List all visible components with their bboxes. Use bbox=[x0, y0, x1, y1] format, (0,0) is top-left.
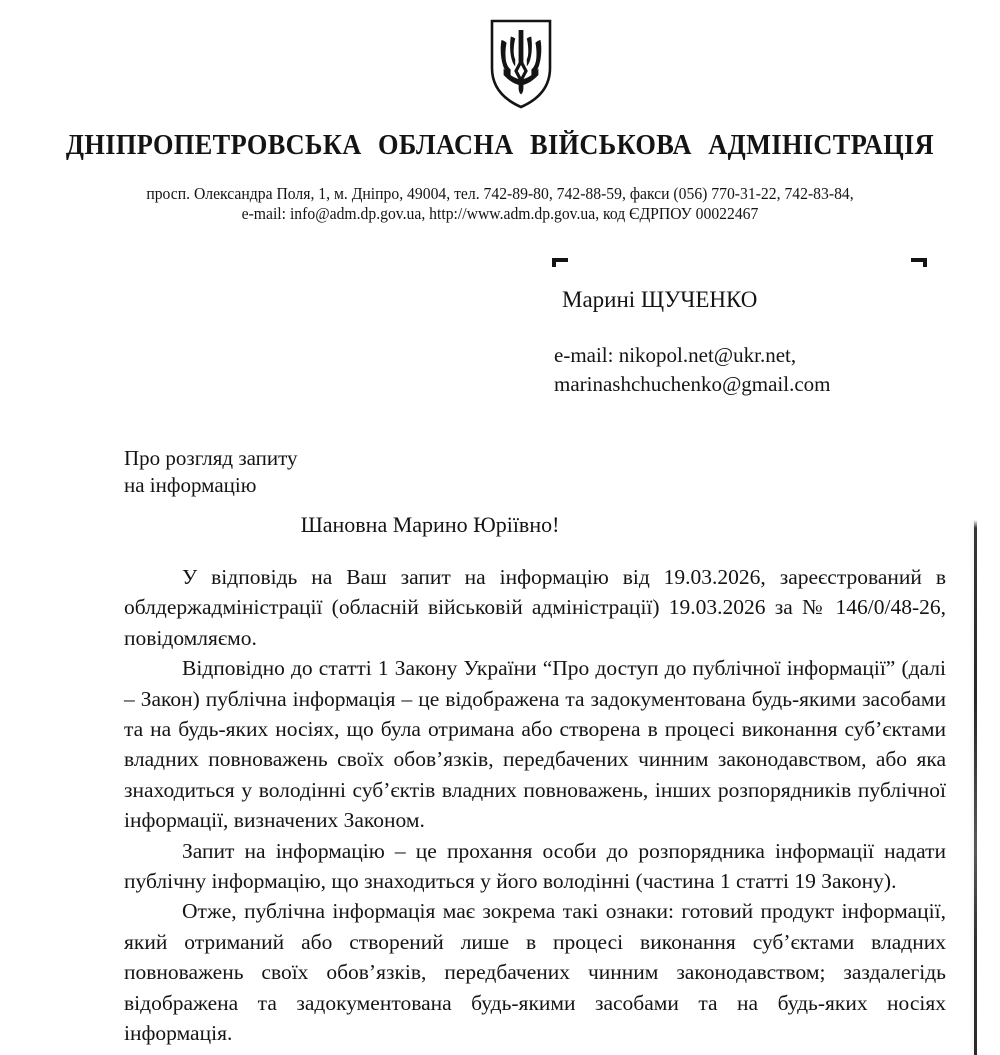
body-paragraph: Відповідно до статті 1 Закону України “Про доступ до публічної інформації” (далі – Закон) публічна інформація – це відображена та задокументована будь-якими засобами та на будь-яких носіях, що була отримана або створена в процесі виконання суб’єктами владних повноважень своїх обов’язків, передбачених чинним законодавством, або яка знаходиться у володінні суб’єктів владних повноважень, інших розпорядників публічної інформації, визначених Законом. bbox=[124, 656, 946, 833]
addressee-emails bbox=[554, 341, 831, 399]
organization-title: ДНІПРОПЕТРОВСЬКА ОБЛАСНА ВІЙСЬКОВА АДМІНІСТРАЦІЯ bbox=[65, 130, 935, 161]
organization-contacts bbox=[25, 184, 975, 224]
scan-edge-artifact bbox=[974, 520, 977, 1055]
subject-line-2: на інформацію bbox=[124, 473, 257, 497]
body-paragraph: У відповідь на Ваш запит на інформацію від 19.03.2026, зареєстрований в облдержадміністрації (обласній військовій адміністрації) 19.03.2026 за № 146/0/48-26, повідомляємо. bbox=[124, 565, 946, 650]
addressee-email-primary: e-mail: nikopol.net@ukr.net, bbox=[554, 343, 797, 367]
subject-line-1: Про розгляд запиту bbox=[124, 446, 298, 470]
body-paragraph: Запит на інформацію – це прохання особи до розпорядника інформації надати публічну інформацію, що знаходиться у його володінні (частина 1 статті 19 Закону). bbox=[124, 838, 946, 894]
organization-contact-line: e-mail: info@adm.dp.gov.ua, http://www.adm.dp.gov.ua, код ЄДРПОУ 00022467 bbox=[241, 204, 759, 223]
salutation: Шановна Марино Юріївно! bbox=[300, 512, 560, 537]
subject-block bbox=[124, 445, 298, 499]
addressee-name: Марині ЩУЧЕНКО bbox=[562, 287, 758, 312]
letter-body bbox=[124, 562, 946, 1049]
bracket-top-left-icon bbox=[552, 258, 568, 267]
addressee-email-secondary: marinashchuchenko@gmail.com bbox=[554, 372, 831, 396]
body-paragraph: Отже, публічна інформація має зокрема такі ознаки: готовий продукт інформації, який отриманий або створений лише в процесі виконання суб’єктами владних повноважень своїх обов’язків, передбачених чинним законодавством; заздалегідь відображена та задокументована будь-якими засобами та на будь-яких носіях інформація. bbox=[124, 899, 946, 1046]
ukraine-coat-of-arms-trident-icon bbox=[489, 18, 553, 110]
bracket-top-right-icon bbox=[911, 258, 927, 267]
organization-address-line: просп. Олександра Поля, 1, м. Дніпро, 49004, тел. 742-89-80, 742-88-59, факси (056) 770-31-22, 742-83-84, bbox=[146, 184, 854, 203]
